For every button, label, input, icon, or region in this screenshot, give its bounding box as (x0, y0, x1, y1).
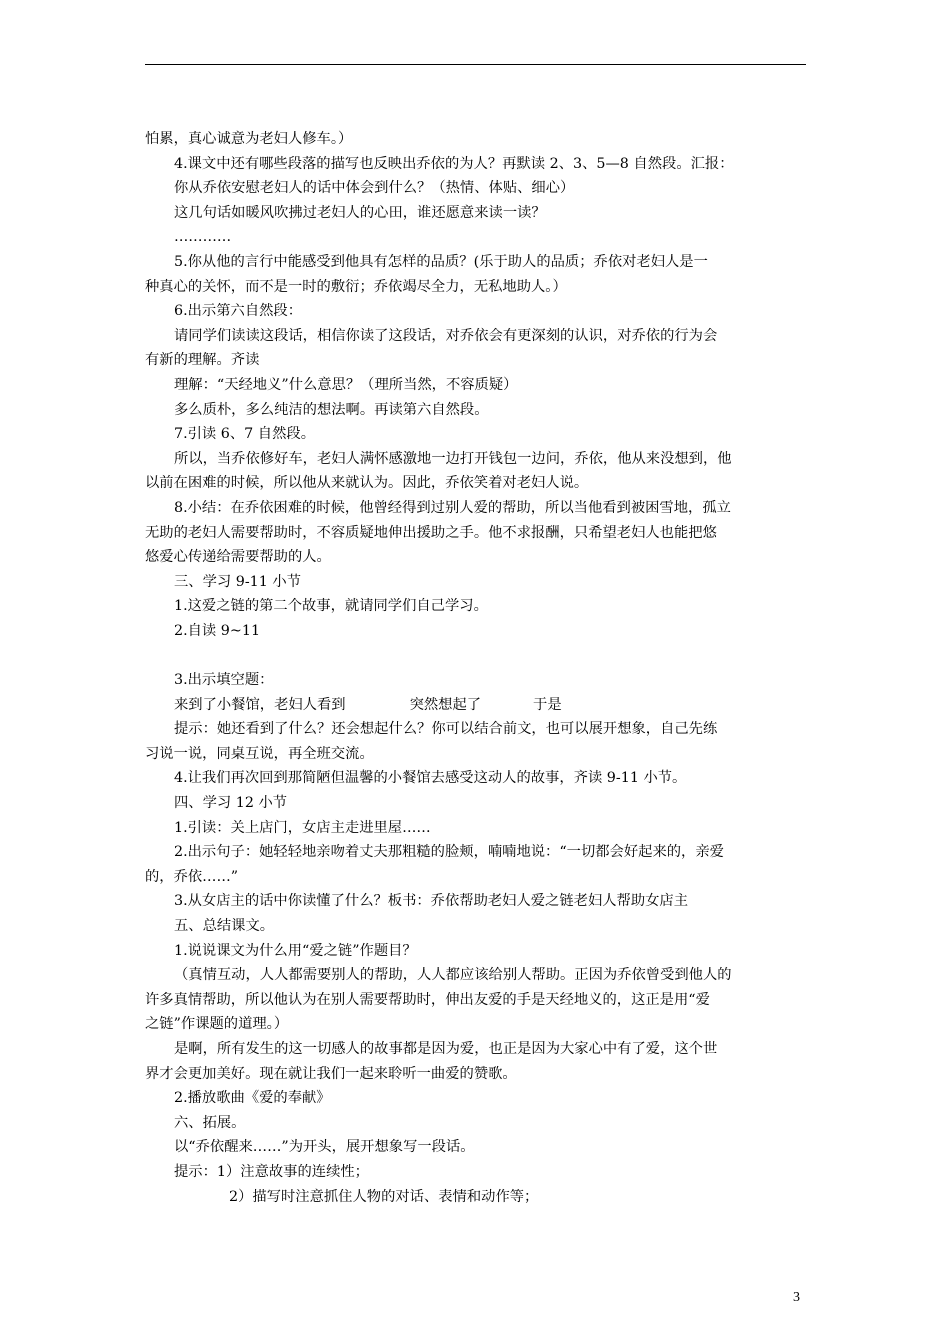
text-line: 界才会更加美好。现在就让我们一起来聆听一曲爱的赞歌。 (145, 1065, 517, 1082)
text-line: 1.说说课文为什么用“爱之链”作题目？ (174, 942, 417, 959)
fill-blank-part: 突然想起了 (409, 696, 482, 713)
text-line: （真情互动，人人都需要别人的帮助，人人都应该给别人帮助。正因为乔依曾受到他人的 (174, 967, 732, 984)
text-line: 3.从女店主的话中你读懂了什么？板书：乔依帮助老妇人爱之链老妇人帮助女店主 (174, 893, 689, 910)
text-line: 8.小结：在乔依困难的时候，他曾经得到过别人爱的帮助，所以当他看到被困雪地，孤立 (174, 499, 731, 516)
header-rule (145, 64, 806, 65)
text-line: 6.出示第六自然段： (174, 303, 303, 320)
section-heading: 三、学习 9-11 小节 (174, 573, 301, 590)
text-line: 4.课文中还有哪些段落的描写也反映出乔依的为人？再默读 2、3、5—8 自然段。汇报： (174, 155, 734, 172)
text-line: 2.出示句子：她轻轻地亲吻着丈夫那粗糙的脸颊，喃喃地说：“一切都会好起来的，亲爱 (174, 844, 724, 861)
fill-blank-line (145, 693, 808, 718)
text-line: 所以，当乔依修好车，老妇人满怀感激地一边打开钱包一边问，乔依，他从来没想到，他 (174, 450, 732, 467)
text-line: 2.自读 9~11 (174, 622, 261, 639)
text-line: 1.引读：关上店门，女店主走进里屋…… (174, 819, 431, 836)
text-line: 这几句话如暖风吹拂过老妇人的心田，谁还愿意来读一读？ (174, 204, 546, 221)
text-line: 1.这爱之链的第二个故事，就请同学们自己学习。 (174, 598, 488, 615)
text-line: 怕累，真心诚意为老妇人修车。） (145, 131, 353, 147)
text-line: 以“乔依醒来……”为开头，展开想象写一段话。 (174, 1139, 475, 1156)
section-heading: 四、学习 12 小节 (174, 795, 288, 812)
text-line: 习说一说，同桌互说，再全班交流。 (145, 745, 374, 762)
text-line: 3.出示填空题： (174, 672, 274, 689)
text-line: 7.引读 6、7 自然段。 (174, 426, 315, 443)
text-line: 你从乔依安慰老妇人的话中体会到什么？（热情、体贴、细心） (174, 180, 575, 197)
text-line: 4.让我们再次回到那简陋但温馨的小餐馆去感受这动人的故事，齐读 9-11 小节。 (174, 770, 687, 787)
text-line: 多么质朴，多么纯洁的想法啊。再读第六自然段。 (174, 401, 489, 418)
ellipsis-line: ………… (174, 229, 232, 246)
blank-line (145, 643, 808, 668)
fill-blank-part: 来到了小餐馆，老妇人看到 (174, 696, 346, 713)
text-line: 无助的老妇人需要帮助时，不容质疑地伸出援助之手。他不求报酬，只希望老妇人也能把悠 (145, 524, 717, 541)
text-line: 之链”作课题的道理。） (145, 1016, 289, 1033)
text-line: 的，乔依……” (145, 868, 239, 885)
text-line: 2）描写时注意抓住人物的对话、表情和动作等； (229, 1188, 539, 1205)
fill-blank-part: 于是 (533, 696, 562, 713)
text-line: 以前在困难的时候，所以他从来就认为。因此，乔依笑着对老妇人说。 (145, 475, 589, 492)
text-line: 请同学们读读这段话，相信你读了这段话，对乔依会有更深刻的认识，对乔依的行为会 (174, 327, 718, 344)
text-line: 2.播放歌曲《爱的奉献》 (174, 1090, 331, 1107)
document-body (145, 127, 808, 1209)
text-line: 有新的理解。齐读 (145, 352, 260, 369)
section-heading: 六、拓展。 (174, 1114, 246, 1131)
text-line: 5.你从他的言行中能感受到他具有怎样的品质？(乐于助人的品质；乔依对老妇人是一 (174, 253, 708, 270)
text-line: 许多真情帮助，所以他认为在别人需要帮助时，伸出友爱的手是天经地义的，这正是用“爱 (145, 991, 710, 1008)
page-number: 3 (793, 1290, 800, 1305)
text-line: 提示：她还看到了什么？还会想起什么？你可以结合前文，也可以展开想象，自己先练 (174, 721, 718, 738)
section-heading: 五、总结课文。 (174, 918, 275, 934)
text-line: 是啊，所有发生的这一切感人的故事都是因为爱，也正是因为大家心中有了爱，这个世 (174, 1040, 718, 1057)
text-line: 种真心的关怀，而不是一时的敷衍；乔依竭尽全力，无私地助人。） (145, 278, 567, 295)
text-line: 理解：“天经地义”什么意思？（理所当然，不容质疑） (174, 376, 518, 393)
text-line: 提示：1）注意故事的连续性； (174, 1163, 369, 1180)
text-line: 悠爱心传递给需要帮助的人。 (145, 549, 331, 566)
